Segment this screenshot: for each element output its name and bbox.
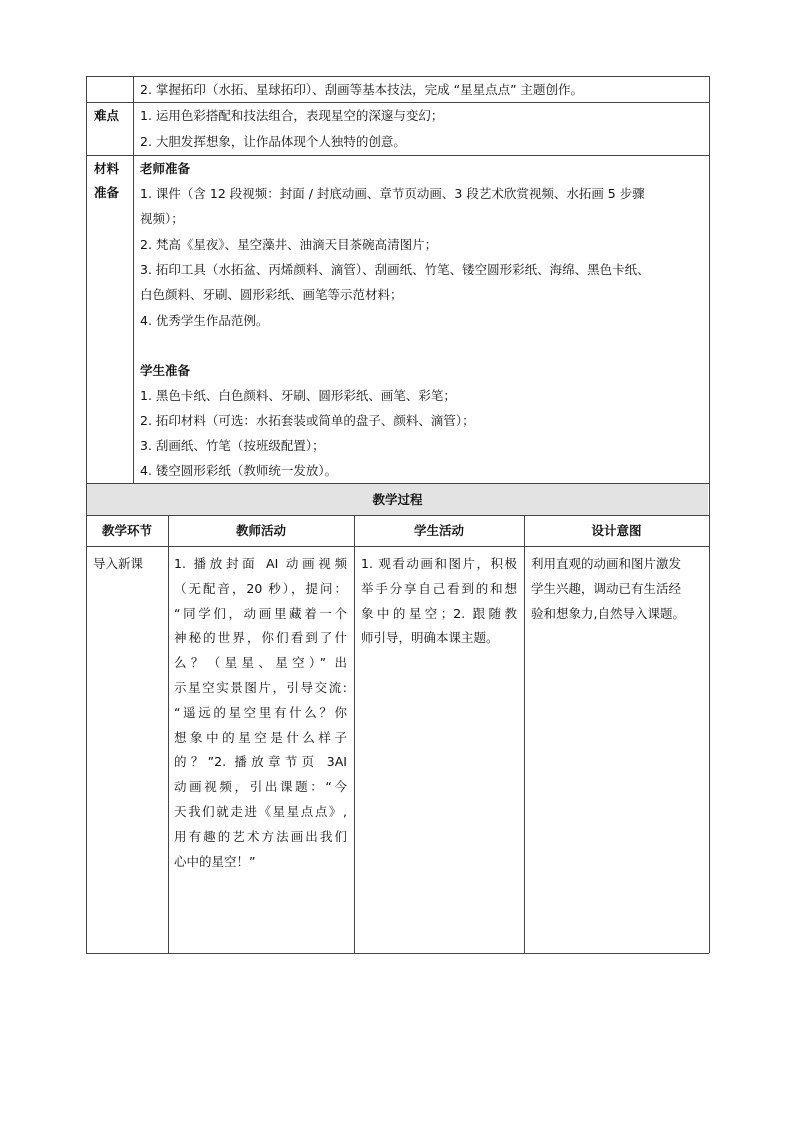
student-activity-cell [361,552,517,651]
difficulty-label: 难点 [94,108,120,123]
design-intent-line: 学生兴趣，调动已有生活经 [531,580,682,596]
teacher-activity-line: 么？（星星、星空）” 出 [174,655,347,671]
table-divider [133,76,134,483]
teacher-activity-line: 示星空实景图片，引导交流: [174,679,347,695]
teacher-activity-line: 的？”2. 播放章节页 3AI [174,754,347,770]
materials-label: 材料 [94,161,120,176]
teacher-activity-line: 心中的星空！” [174,853,256,869]
design-intent-line: 验和想象力,自然导入课题。 [531,605,685,621]
teacher-activity-line: 神秘的世界，你们看到了什 [174,630,347,646]
stage-cell: 导入新课 [93,556,144,571]
table-border [709,483,710,953]
teacher-activity-line: 用有趣的艺术方法画出我们 [174,828,347,844]
teacher-prep-title: 老师准备 [140,161,191,176]
student-prep-title: 学生准备 [140,363,191,378]
goal-item: 2. 掌握拓印（水拓、星球拓印）、刮画等基本技法，完成 “星星点点” 主题创作。 [140,82,584,97]
table-divider [86,155,709,156]
header-student-activity: 学生活动 [413,523,464,538]
table-border [86,483,87,953]
table-divider [86,546,709,547]
teacher-activity-line: （无配音，20 秒），提问： [174,580,347,596]
table-border [86,483,709,484]
difficulty-item: 2. 大胆发挥想象，让作品体现个人独特的创意。 [140,134,406,149]
header-design-intent: 设计意图 [591,523,642,538]
teacher-activity-line: 动画视频，引出课题：“今 [174,779,347,795]
teacher-activity-line: “同学们，动画里藏着一个 [174,605,347,621]
teacher-prep-line: 视频）； [140,211,184,226]
table-border [86,76,709,77]
table-divider [86,515,709,516]
table-border [86,76,87,483]
teacher-prep-line: 4. 优秀学生作品范例。 [140,313,269,328]
teacher-activity-line: 想象中的星空是什么样子 [174,729,347,745]
teacher-prep-line: 白色颜料、牙刷、圆形彩纸、画笔等示范材料； [140,287,403,302]
header-teacher-activity: 教师活动 [235,523,286,538]
table-divider [86,102,709,103]
table-border [86,953,709,954]
process-title: 教学过程 [372,492,423,507]
design-intent-cell [531,552,705,626]
teacher-prep-line: 3. 拓印工具（水拓盆、丙烯颜料、滴管）、刮画纸、竹笔、镂空圆形彩纸、海绵、黑色卡纸、 [140,262,650,277]
teacher-activity-line: 天我们就走进《星星点点》, [174,803,347,819]
student-prep-line: 2. 拓印材料（可选：水拓套装或简单的盘子、颜料、滴管）； [140,413,475,428]
student-prep-line: 1. 黑色卡纸、白色颜料、牙刷、圆形彩纸、画笔、彩笔； [140,388,456,403]
teacher-prep-line: 1. 课件（含 12 段视频：封面 / 封底动画、章节页动画、3 段艺术欣赏视频、水拓画 5 步骤 [140,186,645,201]
teacher-activity-line: 1. 播放封面 AI 动画视频 [174,556,347,571]
materials-label: 准备 [94,185,120,200]
student-activity-line: 1. 观看动画和图片，积极 [361,556,517,571]
table-divider [168,515,169,953]
header-stage: 教学环节 [101,523,152,538]
table-divider [354,515,355,953]
teacher-activity-cell [174,552,347,874]
student-activity-line: 师引导，明确本课主题。 [361,630,499,646]
difficulty-item: 1. 运用色彩搭配和技法组合，表现星空的深邃与变幻； [140,108,444,123]
student-prep-line: 3. 刮画纸、竹笔（按班级配置）； [140,438,325,453]
student-prep-line: 4. 镂空圆形彩纸（教师统一发放）。 [140,463,338,478]
student-activity-line: 举手分享自己看到的和想 [361,580,517,596]
table-divider [524,515,525,953]
teacher-prep-line: 2. 梵高《星夜》、星空藻井、油滴天目茶碗高清图片； [140,237,438,252]
table-border [709,76,710,483]
design-intent-line: 利用直观的动画和图片激发 [531,556,682,571]
student-activity-line: 象中的星空；2. 跟随教 [361,605,517,621]
teacher-activity-line: “遥远的星空里有什么？你 [174,704,347,720]
